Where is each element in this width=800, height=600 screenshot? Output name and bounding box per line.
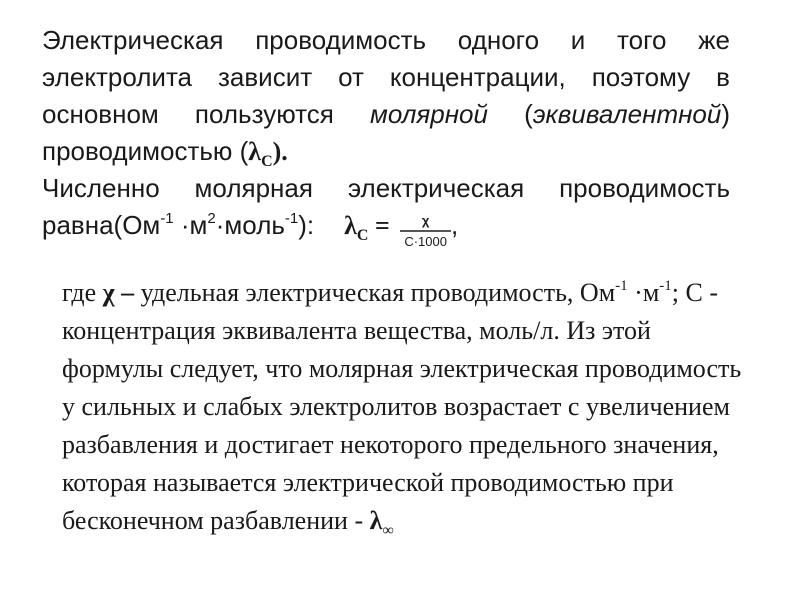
unit-sup-3: -1 (284, 210, 299, 227)
paragraph-conductivity-intro (42, 22, 730, 170)
lambda-symbol: λ (248, 137, 262, 166)
unit-sup-1: -1 (160, 210, 174, 227)
dash: – (114, 278, 141, 307)
definition-text: Численно молярная электрическая проводимость равна(Ом (42, 173, 730, 240)
bottom-text-block (28, 274, 758, 540)
unit-sup-a: -1 (615, 278, 628, 294)
unit-mol: ·моль (215, 210, 285, 240)
lambda-subscript: С (261, 153, 273, 170)
formula-lambda-sub: С (356, 227, 369, 244)
intro-end: ). (272, 137, 288, 166)
unit-sup-2: 2 (207, 210, 216, 227)
term-equivalent: эквивалентной (532, 99, 722, 129)
intro-text: Электрическая проводимость одного и того же электролита зависит от концентрации, поэтому в основном пользуются (42, 25, 730, 129)
formula-trailing-comma: , (450, 210, 459, 240)
where-text: где (62, 278, 103, 307)
specific-conductivity-text: удельная электрическая проводимость, Ом (140, 278, 616, 307)
paragraph-numeric-definition (42, 170, 730, 249)
formula-equals: = (368, 211, 397, 240)
chi-symbol: χ (102, 278, 115, 307)
unit-m-b: ·м (627, 278, 660, 307)
open-paren: ( (487, 99, 533, 129)
close-paren-text: ) проводимостью ( (42, 99, 730, 166)
unit-end: ): (298, 210, 315, 240)
lambda-infinity-symbol: λ (369, 506, 383, 535)
unit-m: ·м (173, 210, 208, 240)
formula-fraction (400, 213, 451, 249)
unit-sup-b: -1 (659, 278, 672, 294)
infinity-subscript: ∞ (382, 522, 394, 539)
fraction-denominator: С·1000 (404, 234, 447, 249)
explanation-text: ; С - концентрация эквивалента вещества, моль/л. Из этой формулы следует, что молярная электрическая проводимость у сильных и слабых электролитов возрастает с увеличением разбавления и достигает некоторого предельного значения, которая называется электрической проводимостью при бесконечном разбавлении - (62, 278, 742, 535)
fraction-numerator: χ (421, 213, 430, 228)
top-text-block (42, 22, 730, 249)
term-molar: молярной (370, 99, 488, 129)
formula-lambda: λ (344, 211, 357, 240)
paragraph-where (28, 274, 758, 540)
